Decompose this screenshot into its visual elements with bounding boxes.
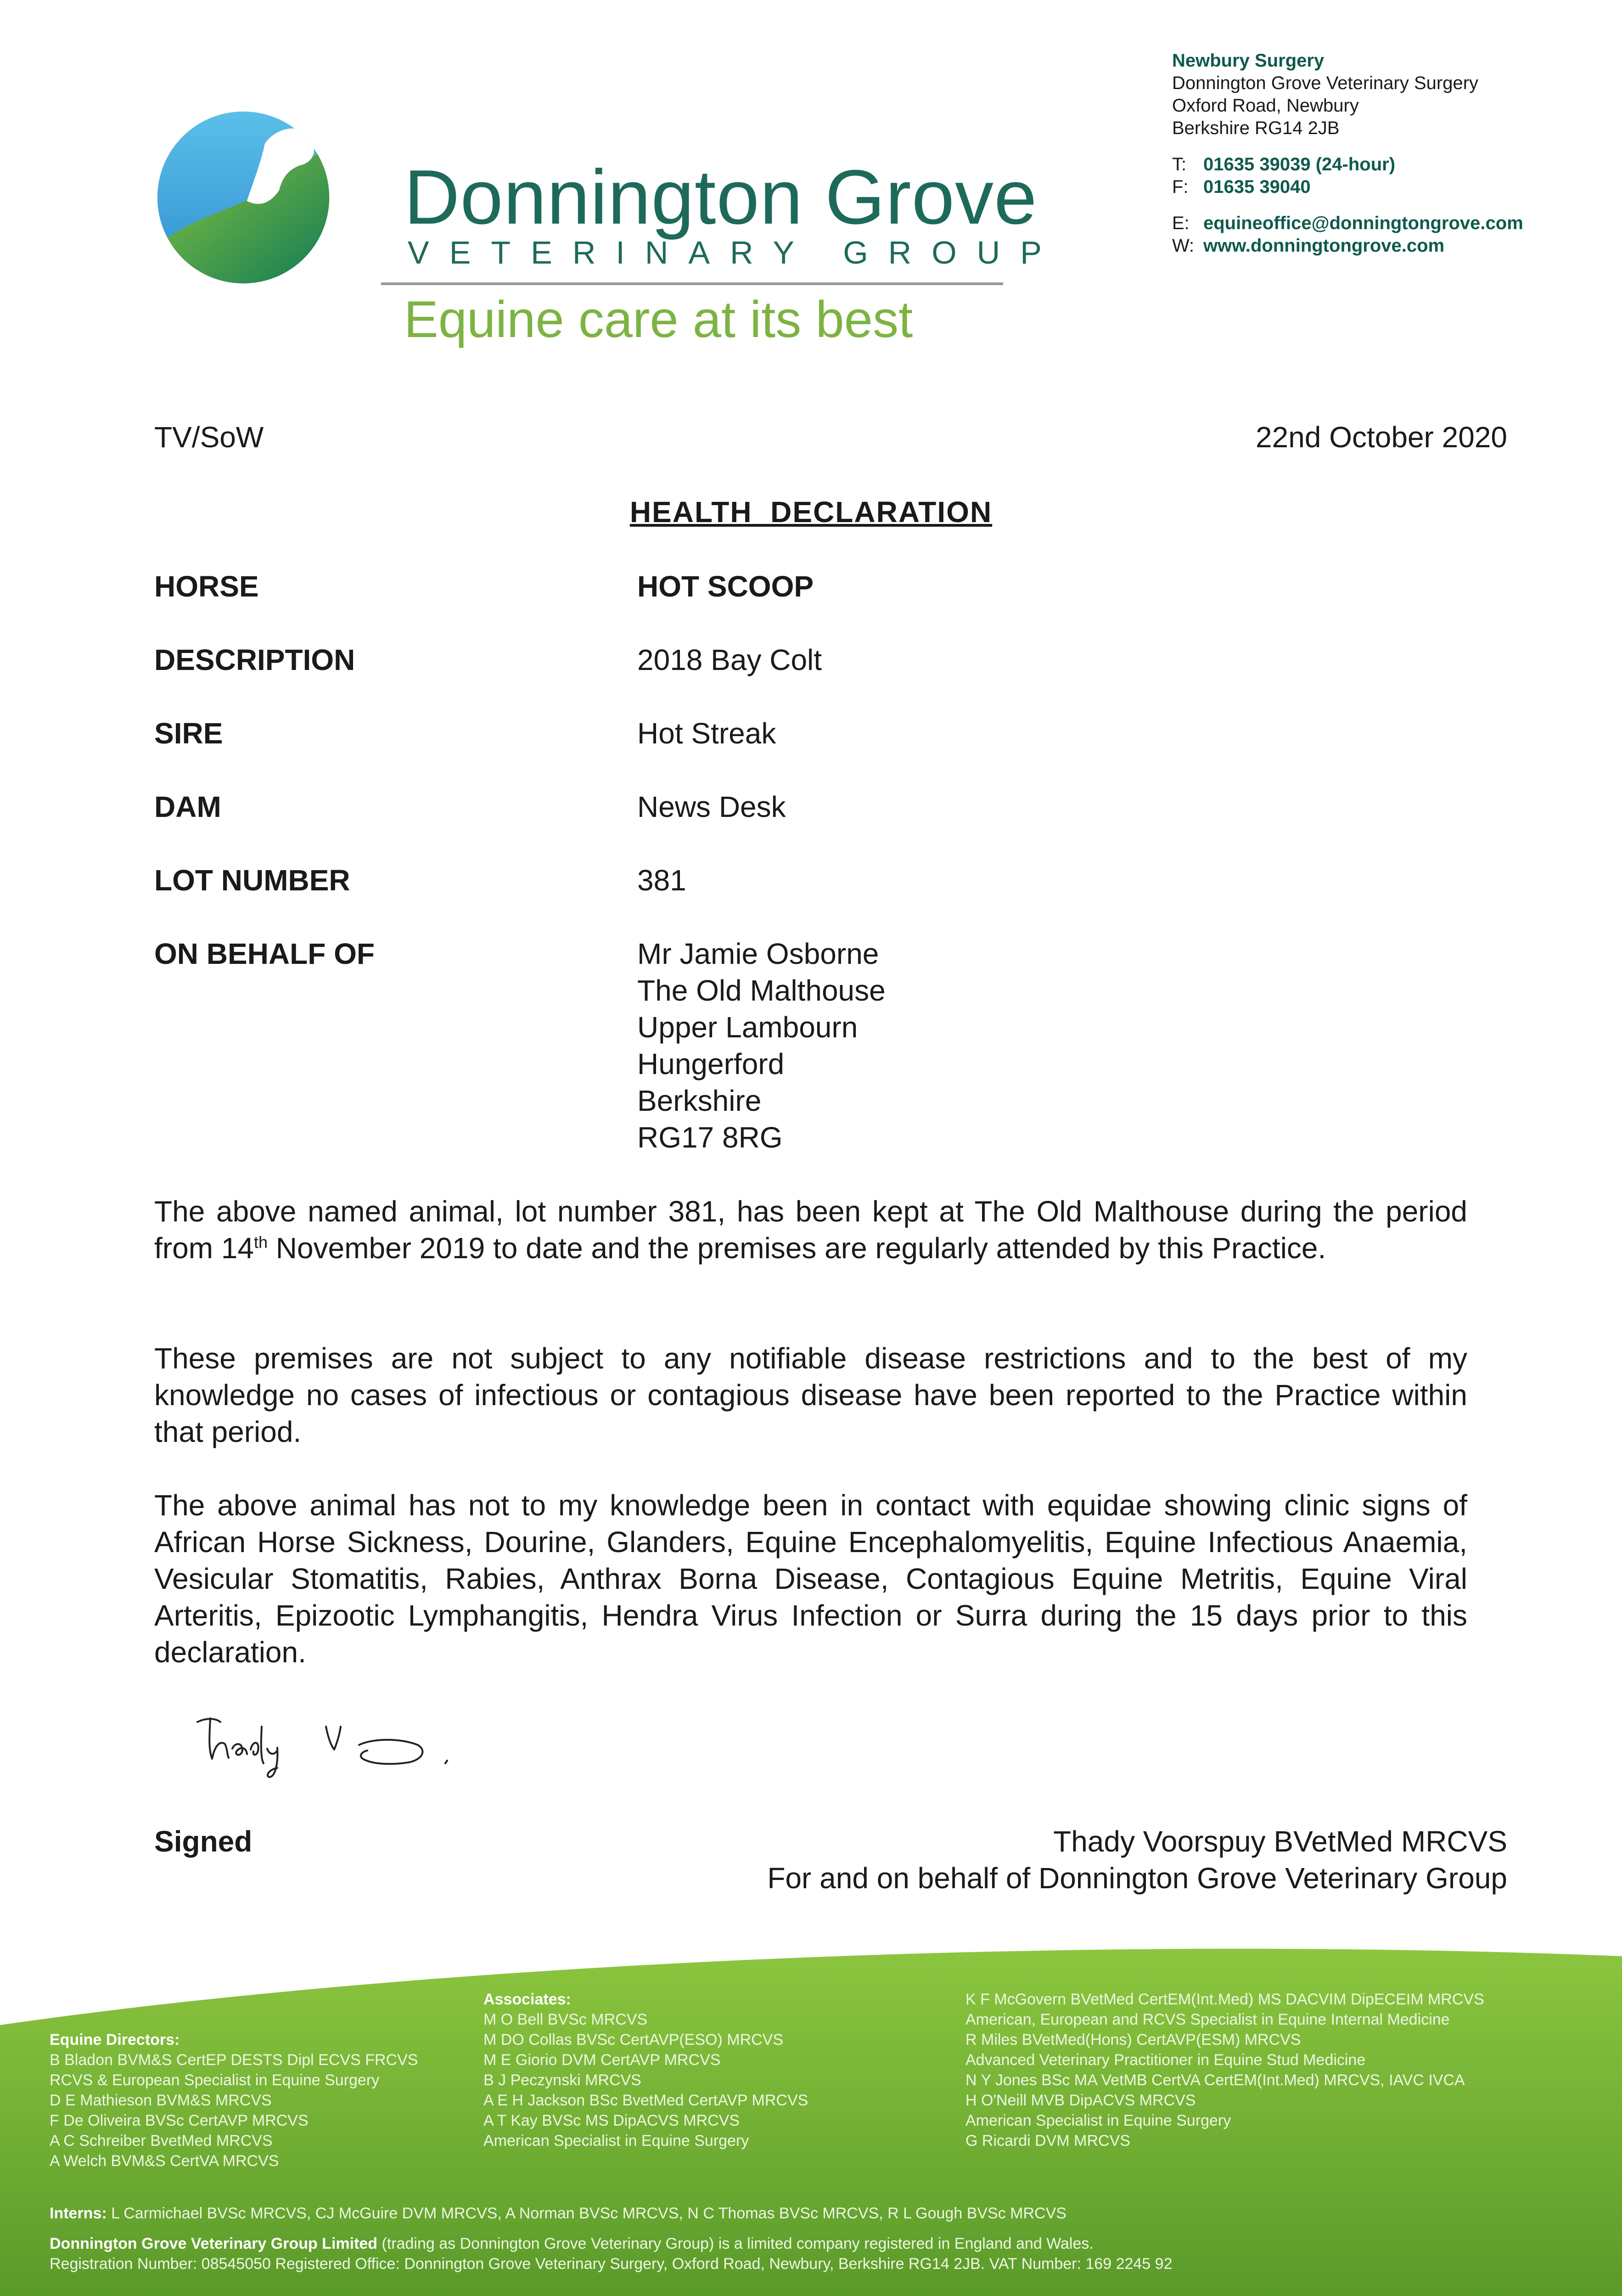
email-label: E: [1172, 213, 1190, 233]
field-label-horse: HORSE [154, 570, 259, 603]
interns-label: Interns: [50, 2205, 107, 2222]
brand-divider [381, 282, 1003, 285]
address-line: Donnington Grove Veterinary Surgery [1172, 73, 1479, 93]
email-row [1172, 212, 1585, 235]
contact-block [1172, 50, 1585, 257]
associate-entry: H O'Neill MVB DipACVS MRCVS [965, 2092, 1196, 2109]
declaration-paragraph-1: The above named animal, lot number 381, has been kept at The Old Malthouse during the period from 14th November 2019 to date and the premises are regularly attended by this Practice. [154, 1195, 1467, 1265]
website-link[interactable]: www.donningtongrove.com [1203, 236, 1445, 256]
brand-name: Donnington Grove [404, 154, 1038, 240]
signer-organisation: For and on behalf of Donnington Grove Veterinary Group [767, 1862, 1507, 1895]
director-entry: A C Schreiber BvetMed MRCVS [50, 2132, 273, 2150]
address-line: Berkshire [637, 1084, 762, 1117]
company-name: Donnington Grove Veterinary Group Limited [50, 2235, 378, 2252]
associate-entry: B J Peczynski MRCVS [483, 2071, 641, 2089]
associate-entry: M DO Collas BVSc CertAVP(ESO) MRCVS [483, 2031, 784, 2048]
company-description: (trading as Donnington Grove Veterinary Group) is a limited company registered in England and Wales. [377, 2235, 1094, 2252]
associate-entry: A E H Jackson BSc BvetMed CertAVP MRCVS [483, 2092, 808, 2109]
associates-title: Associates: [483, 1991, 571, 2008]
field-label-lot-number: LOT NUMBER [154, 864, 350, 897]
brand-subtitle: VETERINARY GROUP [408, 235, 1062, 270]
field-label-sire: SIRE [154, 717, 223, 750]
fax-row [1172, 176, 1585, 198]
signer-name: Thady Voorspuy BVetMed MRCVS [1053, 1825, 1507, 1858]
associate-entry: R Miles BVetMed(Hons) CertAVP(ESM) MRCVS [965, 2031, 1301, 2048]
associate-entry: Advanced Veterinary Practitioner in Equine Stud Medicine [965, 2051, 1366, 2069]
field-value-lot-number: 381 [637, 864, 686, 897]
address-line: RG17 8RG [637, 1121, 783, 1154]
phone-label: T: [1172, 154, 1187, 174]
address-line: Berkshire RG14 2JB [1172, 118, 1340, 138]
director-entry: A Welch BVM&S CertVA MRCVS [50, 2152, 279, 2170]
associate-entry: K F McGovern BVetMed CertEM(Int.Med) MS DACVIM DipECEIM MRCVS [965, 1991, 1484, 2008]
director-entry: B Bladon BVM&S CertEP DESTS Dipl ECVS FRCVS [50, 2051, 418, 2069]
address-line: Oxford Road, Newbury [1172, 96, 1359, 116]
declaration-paragraph-2: These premises are not subject to any notifiable disease restrictions and to the best of my knowledge no cases of infectious or contagious disease have been reported to the Practice within that period. [154, 1342, 1467, 1448]
signed-label: Signed [154, 1825, 253, 1858]
associates-list-2 [965, 1989, 1484, 2151]
owner-name: Mr Jamie Osborne [637, 937, 879, 970]
associate-entry: American Specialist in Equine Surgery [965, 2112, 1231, 2129]
brand-tagline: Equine care at its best [404, 291, 913, 348]
phone-number[interactable]: 01635 39039 (24-hour) [1203, 154, 1396, 174]
company-line [50, 2234, 1094, 2254]
letter-reference: TV/SoW [154, 421, 264, 454]
field-label-dam: DAM [154, 790, 221, 823]
associate-entry: A T Kay BVSc MS DipACVS MRCVS [483, 2112, 740, 2129]
associate-entry: M O Bell BVSc MRCVS [483, 2011, 648, 2028]
owner-address [637, 935, 886, 1156]
associate-entry: G Ricardi DVM MRCVS [965, 2132, 1130, 2150]
field-value-horse: HOT SCOOP [637, 570, 814, 603]
associate-entry: M E Giorio DVM CertAVP MRCVS [483, 2051, 721, 2069]
signer-block [767, 1823, 1507, 1896]
interns-line [50, 2203, 1066, 2223]
address-line: Upper Lambourn [637, 1011, 858, 1044]
web-label: W: [1172, 236, 1195, 256]
web-row [1172, 235, 1585, 257]
field-value-dam: News Desk [637, 790, 786, 823]
field-value-sire: Hot Streak [637, 717, 776, 750]
field-label-description: DESCRIPTION [154, 643, 355, 676]
associate-entry: American Specialist in Equine Surgery [483, 2132, 749, 2150]
declaration-paragraph-3: The above animal has not to my knowledge been in contact with equidae showing clinic signs of African Horse Sickness, Dourine, Glanders, Equine Encephalomyelitis, Equine Infectious Anaemia, Vesicular Stomatitis, Rabies, Anthrax Borna Disease, Contagious Equine Metritis, Equine Viral Arteritis, Epizootic Lymphangitis, Hendra Virus Infection or Surra during the 15 days prior to this declaration. [154, 1489, 1467, 1669]
field-label-on-behalf-of: ON BEHALF OF [154, 937, 375, 970]
associates-list [483, 1989, 808, 2151]
director-entry: RCVS & European Specialist in Equine Surgery [50, 2071, 380, 2089]
address-line: The Old Malthouse [637, 974, 886, 1007]
directors-title: Equine Directors: [50, 2031, 180, 2048]
director-entry: D E Mathieson BVM&S MRCVS [50, 2092, 272, 2109]
interns-names: L Carmichael BVSc MRCVS, CJ McGuire DVM MRCVS, A Norman BVSc MRCVS, N C Thomas BVSc MRCVS, R L Gough BVSc MRCVS [107, 2205, 1066, 2222]
directors-list [50, 2030, 418, 2171]
director-entry: F De Oliveira BVSc CertAVP MRCVS [50, 2112, 309, 2129]
field-value-description: 2018 Bay Colt [637, 643, 822, 676]
associate-entry: N Y Jones BSc MA VetMB CertVA CertEM(Int.Med) MRCVS, IAVC IVCA [965, 2071, 1465, 2089]
email-link[interactable]: equineoffice@donningtongrove.com [1203, 213, 1523, 233]
letter-date: 22nd October 2020 [1256, 421, 1507, 454]
registration-line: Registration Number: 08545050 Registered Office: Donnington Grove Veterinary Surgery, Oxford Road, Newbury, Berkshire RG14 2JB. VAT Number: 169 2245 92 [50, 2255, 1173, 2273]
address-line: Hungerford [637, 1047, 785, 1080]
handwritten-signature [188, 1708, 482, 1800]
document-title: HEALTH DECLARATION [629, 495, 993, 529]
associate-entry: American, European and RCVS Specialist in Equine Internal Medicine [965, 2011, 1450, 2028]
logo-icon [154, 108, 333, 287]
phone-row [1172, 153, 1585, 176]
fax-label: F: [1172, 177, 1189, 197]
surgery-name: Newbury Surgery [1172, 51, 1325, 71]
fax-number: 01635 39040 [1203, 177, 1311, 197]
